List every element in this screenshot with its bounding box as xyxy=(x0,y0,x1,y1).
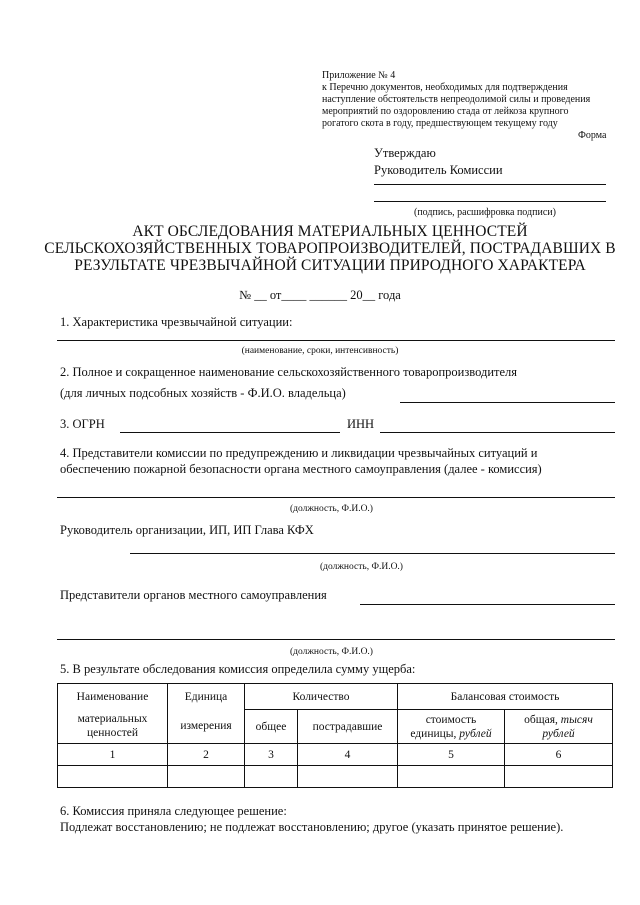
local-gov-field-1[interactable] xyxy=(360,604,615,605)
org-head-field[interactable] xyxy=(130,553,615,554)
section-2-label: 2. Полное и сокращенное наименование сельскохозяйственного товаропроизводителя xyxy=(60,365,518,379)
section-6-label: 6. Комиссия приняла следующее решение: xyxy=(60,804,287,818)
column-number: 5 xyxy=(398,744,505,766)
header-unit-cont: измерения xyxy=(168,710,245,744)
header-total-cost xyxy=(505,710,613,744)
ogrn-field[interactable] xyxy=(120,432,340,433)
header-name: Наименование xyxy=(58,684,168,710)
header-qty-total: общее xyxy=(245,710,298,744)
appendix-line: рогатого скота в году, предшествующем текущему году xyxy=(322,118,558,129)
column-number: 4 xyxy=(298,744,398,766)
approval-block xyxy=(374,145,503,179)
header-unit-cost-italic: рублей xyxy=(459,727,492,740)
section-4-line-2: обеспечению пожарной безопасности органа местного самоуправления (далее - комиссия) xyxy=(60,462,542,476)
column-number: 6 xyxy=(505,744,613,766)
section-1-label: 1. Характеристика чрезвычайной ситуации: xyxy=(60,315,293,329)
section-1-field[interactable] xyxy=(57,340,615,341)
appendix-line: к Перечню документов, необходимых для подтверждения xyxy=(322,82,568,93)
appendix-line: Приложение № 4 xyxy=(322,70,396,81)
inn-field[interactable] xyxy=(380,432,615,433)
inn-label: ИНН xyxy=(347,417,375,431)
header-qty-affected: пострадавшие xyxy=(298,710,398,744)
title-line: АКТ ОБСЛЕДОВАНИЯ МАТЕРИАЛЬНЫХ ЦЕННОСТЕЙ xyxy=(132,223,528,240)
section-1-caption: (наименование, сроки, интенсивность) xyxy=(241,346,399,356)
header-unit-cost-text: стоимость xyxy=(425,713,477,726)
owner-name-field[interactable] xyxy=(400,402,615,403)
local-gov-label: Представители органов местного самоуправления xyxy=(60,588,327,602)
signature-line-2[interactable] xyxy=(374,201,606,202)
approve-label: Утверждаю xyxy=(374,146,436,160)
local-gov-field-2[interactable] xyxy=(57,639,615,640)
header-unit: Единица xyxy=(168,684,245,710)
header-quantity: Количество xyxy=(245,684,398,710)
column-number: 1 xyxy=(58,744,168,766)
damage-table xyxy=(57,683,613,788)
appendix-line: наступление обстоятельств непреодолимой силы и проведения xyxy=(322,94,591,105)
header-unit-cost-text: единицы, xyxy=(410,727,457,740)
title-line: РЕЗУЛЬТАТЕ ЧРЕЗВЫЧАЙНОЙ СИТУАЦИИ ПРИРОДНОГО ХАРАКТЕРА xyxy=(74,257,586,274)
org-head-label: Руководитель организации, ИП, ИП Глава КФХ xyxy=(60,523,314,537)
commission-head-label: Руководитель Комиссии xyxy=(374,163,503,177)
ogrn-label: 3. ОГРН xyxy=(60,417,105,431)
table-cell[interactable] xyxy=(505,766,613,788)
signature-line-1[interactable] xyxy=(374,184,606,185)
table-row xyxy=(58,766,613,788)
commission-members-caption: (должность, Ф.И.О.) xyxy=(290,504,373,514)
section-4-line-1: 4. Представители комиссии по предупреждению и ликвидации чрезвычайных ситуаций и xyxy=(60,446,538,460)
header-name-cont: материальных ценностей xyxy=(58,710,168,744)
section-2-sublabel: (для личных подсобных хозяйств - Ф.И.О. владельца) xyxy=(60,386,346,400)
org-head-caption: (должность, Ф.И.О.) xyxy=(320,562,403,572)
header-total-cost-text: общая, xyxy=(524,713,558,726)
table-cell[interactable] xyxy=(298,766,398,788)
header-total-cost-italic: рублей xyxy=(542,727,575,740)
table-cell[interactable] xyxy=(245,766,298,788)
form-label: Форма xyxy=(578,130,607,141)
document-title xyxy=(40,223,620,274)
appendix-note xyxy=(322,70,622,130)
appendix-line: мероприятий по оздоровлению стада от лейкоза крупного xyxy=(322,106,569,117)
header-balance-value: Балансовая стоимость xyxy=(398,684,613,710)
column-number: 3 xyxy=(245,744,298,766)
column-number-row xyxy=(58,744,613,766)
header-total-cost-italic: тысяч xyxy=(560,713,593,726)
table-cell[interactable] xyxy=(398,766,505,788)
act-number-date[interactable]: № __ от____ ______ 20__ года xyxy=(239,288,401,302)
section-5-label: 5. В результате обследования комиссия определила сумму ущерба: xyxy=(60,662,416,676)
local-gov-caption: (должность, Ф.И.О.) xyxy=(290,647,373,657)
column-number: 2 xyxy=(168,744,245,766)
signature-caption: (подпись, расшифровка подписи) xyxy=(414,207,556,218)
commission-members-field[interactable] xyxy=(57,497,615,498)
title-line: СЕЛЬСКОХОЗЯЙСТВЕННЫХ ТОВАРОПРОИЗВОДИТЕЛЕЙ, ПОСТРАДАВШИХ В xyxy=(44,240,616,257)
table-cell[interactable] xyxy=(168,766,245,788)
section-6-options: Подлежат восстановлению; не подлежат восстановлению; другое (указать принятое решение). xyxy=(60,820,564,834)
header-unit-cost xyxy=(398,710,505,744)
table-cell[interactable] xyxy=(58,766,168,788)
